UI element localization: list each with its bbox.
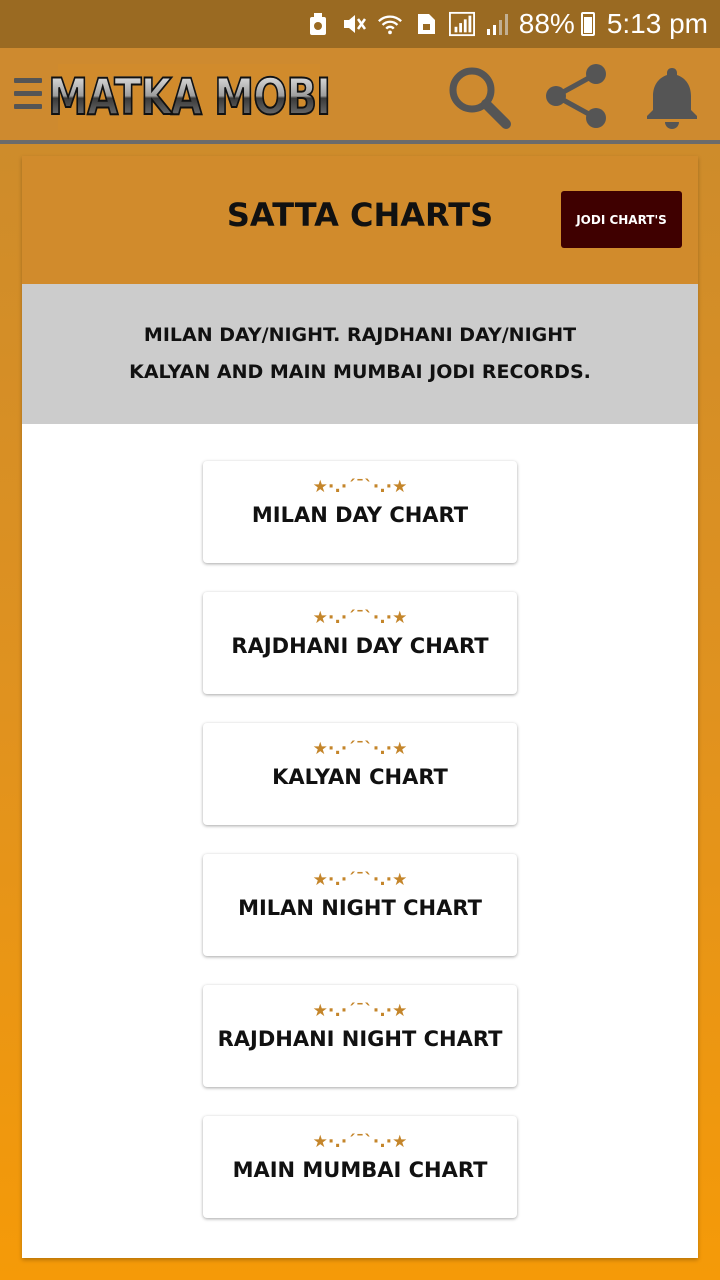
chart-label: RAJDHANI NIGHT CHART xyxy=(217,1027,503,1051)
battery-percent: 88% xyxy=(518,8,575,39)
menu-icon[interactable] xyxy=(14,78,42,112)
clock: 5:13 pm xyxy=(606,8,708,39)
rajdhani-day-chart-button[interactable] xyxy=(203,592,517,694)
main-mumbai-chart-button[interactable] xyxy=(203,1116,517,1218)
chart-label: RAJDHANI DAY CHART xyxy=(231,634,489,658)
app-logo xyxy=(48,64,330,130)
chart-label: KALYAN CHART xyxy=(272,765,448,789)
cleaner-icon xyxy=(305,11,331,37)
milan-day-chart-button[interactable] xyxy=(203,461,517,563)
app-bar xyxy=(0,48,720,144)
mute-icon xyxy=(341,11,367,37)
info-line-1: MILAN DAY/NIGHT. RAJDHANI DAY/NIGHT xyxy=(143,324,577,346)
info-band xyxy=(22,284,698,424)
signal-icon xyxy=(449,11,475,37)
sd-card-icon xyxy=(413,11,439,37)
bell-icon[interactable] xyxy=(638,62,706,130)
chart-label: MILAN NIGHT CHART xyxy=(238,896,482,920)
logo-text: MATKA MOBI xyxy=(48,68,330,126)
card-header xyxy=(22,156,698,284)
satta-charts-card xyxy=(22,156,698,1258)
share-icon[interactable] xyxy=(542,62,610,130)
search-icon[interactable] xyxy=(444,62,512,130)
milan-night-chart-button[interactable] xyxy=(203,854,517,956)
wifi-icon xyxy=(377,11,403,37)
star-decoration: ★·.·´¯`·.·★ xyxy=(312,477,408,497)
chart-label: MILAN DAY CHART xyxy=(251,503,469,527)
chart-label: MAIN MUMBAI CHART xyxy=(232,1158,488,1182)
star-decoration: ★·.·´¯`·.·★ xyxy=(312,1132,408,1152)
page-title: SATTA CHARTS xyxy=(226,196,494,234)
jodi-charts-button[interactable]: JODI CHART'S xyxy=(561,191,682,248)
rajdhani-night-chart-button[interactable] xyxy=(203,985,517,1087)
kalyan-chart-button[interactable] xyxy=(203,723,517,825)
status-bar xyxy=(0,0,720,48)
signal-weak-icon xyxy=(485,11,511,37)
star-decoration: ★·.·´¯`·.·★ xyxy=(312,739,408,759)
star-decoration: ★·.·´¯`·.·★ xyxy=(312,608,408,628)
info-line-2: KALYAN AND MAIN MUMBAI JODI RECORDS. xyxy=(129,361,591,383)
battery-icon xyxy=(581,12,595,36)
star-decoration: ★·.·´¯`·.·★ xyxy=(312,1001,408,1021)
star-decoration: ★·.·´¯`·.·★ xyxy=(312,870,408,890)
